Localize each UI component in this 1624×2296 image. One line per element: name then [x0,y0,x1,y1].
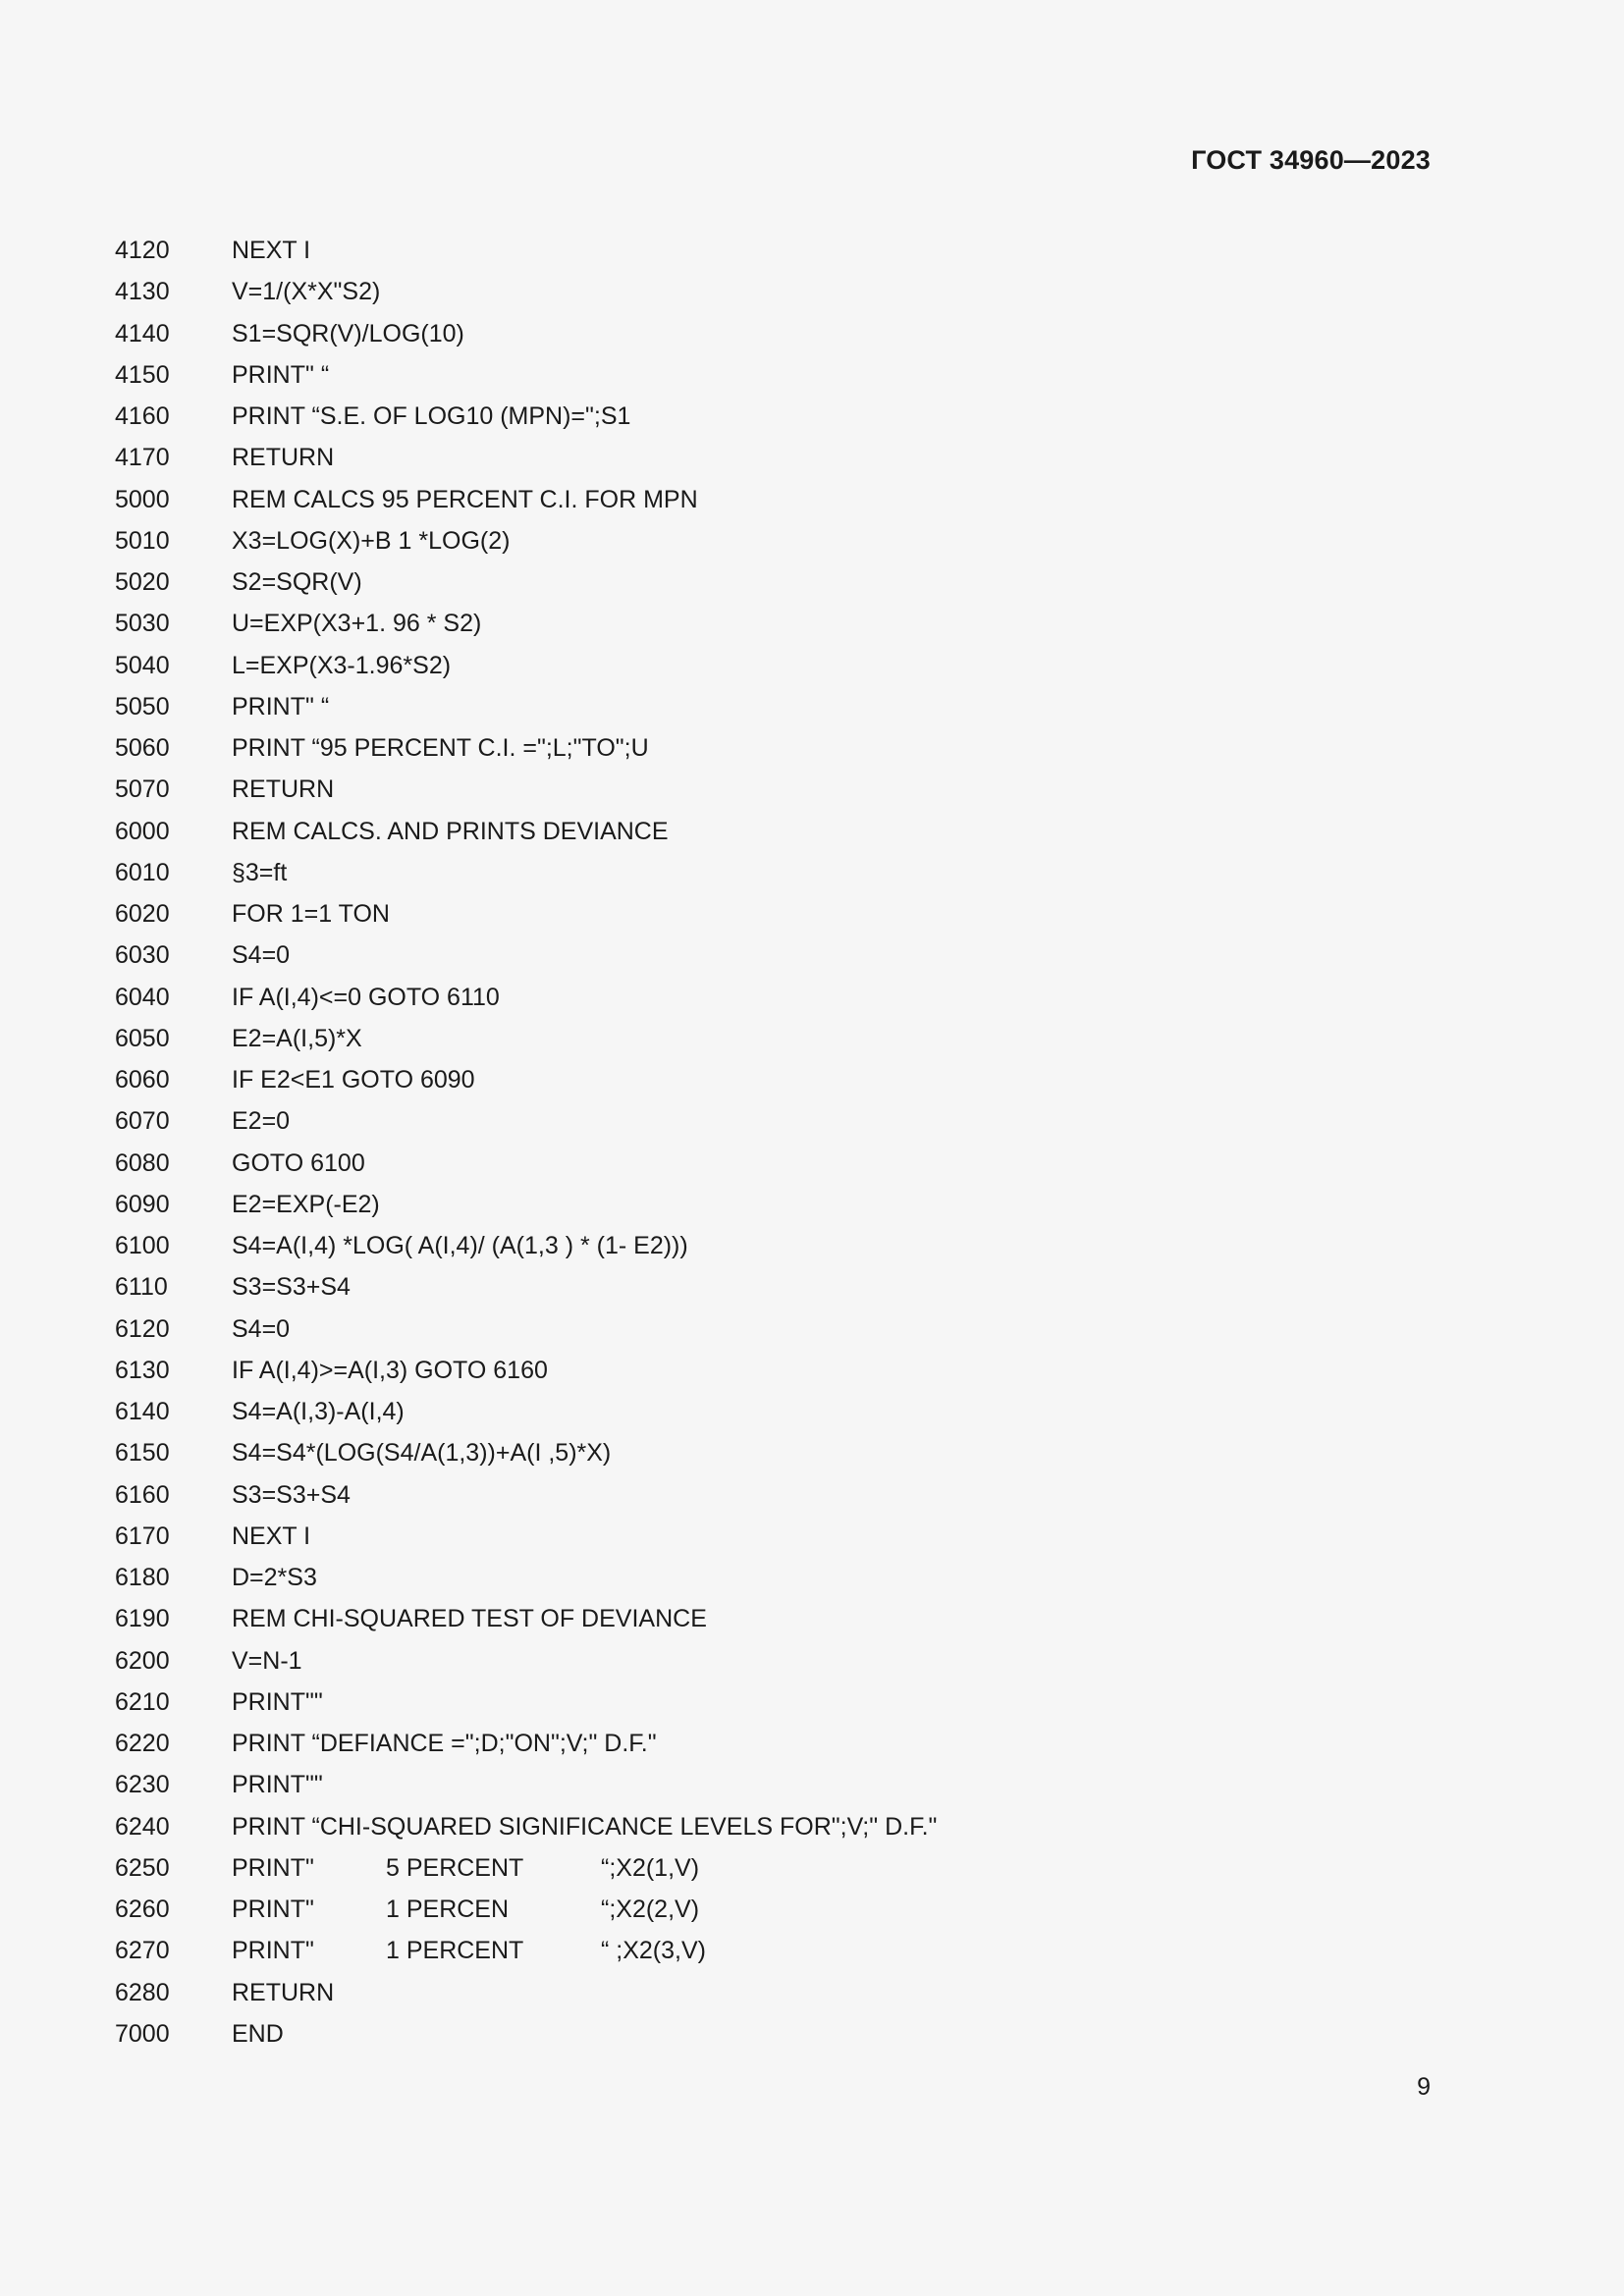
code-statement: V=1/(X*X"S2) [232,278,381,306]
line-number: 6210 [115,1687,170,1716]
code-line [115,1723,1391,1764]
line-number: 6220 [115,1730,170,1757]
code-line [115,1557,1391,1598]
code-statement: S2=SQR(V) [232,568,362,596]
code-statement: S3=S3+S4 [232,1480,351,1509]
line-number: 5000 [115,485,170,513]
code-segment: PRINT" [232,1896,314,1923]
line-number: 4170 [115,444,170,472]
code-line [115,1350,1391,1391]
code-statement: FOR 1=1 TON [232,900,390,928]
code-statement: PRINT" “ [232,360,330,389]
code-line [115,1059,1391,1100]
line-number: 6180 [115,1564,170,1591]
line-number: 5030 [115,610,170,638]
line-number: 6160 [115,1480,170,1509]
code-segment: 1 PERCEN [386,1896,510,1923]
code-statement: S3=S3+S4 [232,1273,351,1302]
code-line [115,1682,1391,1723]
code-statement: PRINT “S.E. OF LOG10 (MPN)=";S1 [232,402,631,430]
code-line [115,934,1391,976]
code-line [115,313,1391,354]
code-segment: PRINT" [232,1853,314,1882]
code-line [115,1018,1391,1059]
code-line [115,727,1391,769]
code-statement: NEXT I [232,1522,311,1550]
code-statement: PRINT “CHI-SQUARED SIGNIFICANCE LEVELS FOR";V;" D.F." [232,1812,938,1841]
document-header [1191,145,1431,176]
line-number: 4140 [115,319,170,347]
line-number: 6040 [115,983,170,1011]
code-statement: RETURN [232,775,335,804]
code-statement: S4=A(I,4) *LOG( A(I,4)/ (A(1,3 ) * (1- E2))) [232,1232,688,1259]
code-statement: S4=S4*(LOG(S4/A(1,3))+A(I ,5)*X) [232,1439,612,1468]
code-line [115,603,1391,644]
code-statement: S4=0 [232,941,291,970]
code-statement: REM CHI-SQUARED TEST OF DEVIANCE [232,1605,707,1633]
code-segment: 1 PERCENT [386,1937,524,1965]
code-statement: E2=EXP(-E2) [232,1190,380,1218]
code-line [115,811,1391,852]
line-number: 5060 [115,734,170,762]
code-line [115,893,1391,934]
code-line [115,769,1391,810]
code-statement: X3=LOG(X)+B 1 *LOG(2) [232,526,511,555]
line-number: 6150 [115,1439,170,1468]
code-line [115,1516,1391,1557]
line-number: 6030 [115,941,170,970]
code-line [115,1598,1391,1639]
code-statement: §3=ft [232,858,288,886]
code-line [115,561,1391,603]
line-number: 6020 [115,900,170,928]
code-statement: PRINT “DEFIANCE =";D;"ON";V;" D.F." [232,1730,657,1757]
code-statement: U=EXP(X3+1. 96 * S2) [232,610,482,638]
line-number: 6170 [115,1522,170,1550]
line-number: 6050 [115,1024,170,1052]
code-line [115,437,1391,478]
line-number: 6200 [115,1646,170,1675]
line-number: 6250 [115,1853,170,1882]
code-line [115,686,1391,727]
code-statement: IF E2<E1 GOTO 6090 [232,1066,475,1094]
code-statement: PRINT"" [232,1687,323,1716]
code-statement: PRINT"" [232,1771,323,1799]
line-number: 6230 [115,1771,170,1799]
code-line [115,852,1391,893]
line-number: 7000 [115,2019,170,2048]
code-statement: END [232,2019,284,2048]
code-line [115,645,1391,686]
line-number: 5010 [115,526,170,555]
code-statement: RETURN [232,1978,335,2006]
code-line [115,479,1391,520]
line-number: 6100 [115,1232,170,1259]
code-statement: PRINT “95 PERCENT C.I. =";L;"TO";U [232,734,649,762]
line-number: 4150 [115,360,170,389]
code-line [115,354,1391,396]
line-number: 6190 [115,1605,170,1633]
line-number: 5070 [115,775,170,804]
code-statement: L=EXP(X3-1.96*S2) [232,651,452,679]
line-number: 6240 [115,1812,170,1841]
code-line [115,1143,1391,1184]
code-line [115,1847,1391,1889]
code-line [115,230,1391,271]
line-number: 4130 [115,278,170,306]
code-line [115,1266,1391,1308]
line-number: 6060 [115,1066,170,1094]
code-segment: “ ;X2(3,V) [601,1937,706,1965]
code-line [115,1100,1391,1142]
code-line [115,1806,1391,1847]
code-statement: D=2*S3 [232,1564,317,1591]
code-statement: GOTO 6100 [232,1148,365,1177]
line-number: 6090 [115,1190,170,1218]
line-number: 6080 [115,1148,170,1177]
code-segment: “;X2(2,V) [601,1896,700,1923]
code-line [115,520,1391,561]
code-statement: S4=A(I,3)-A(I,4) [232,1398,405,1425]
code-line [115,1474,1391,1516]
code-line [115,2013,1391,2055]
code-statement: S4=0 [232,1314,291,1343]
line-number: 6260 [115,1896,170,1923]
code-line [115,1889,1391,1930]
code-segment: 5 PERCENT [386,1853,524,1882]
code-line [115,1308,1391,1350]
code-statement: E2=0 [232,1107,291,1136]
code-statement: NEXT I [232,237,311,264]
line-number: 4160 [115,402,170,430]
code-statement: S1=SQR(V)/LOG(10) [232,319,464,347]
code-statement: E2=A(I,5)*X [232,1024,362,1052]
code-statement: IF A(I,4)<=0 GOTO 6110 [232,983,500,1011]
line-number: 6000 [115,817,170,845]
line-number: 6130 [115,1356,170,1384]
code-segment: “;X2(1,V) [601,1853,700,1882]
line-number: 6140 [115,1398,170,1425]
code-line [115,1972,1391,2013]
code-statement: IF A(I,4)>=A(I,3) GOTO 6160 [232,1356,548,1384]
code-line [115,1225,1391,1266]
page-number: 9 [1417,2073,1431,2101]
line-number: 5020 [115,568,170,596]
line-number: 4120 [115,237,170,264]
code-statement: V=N-1 [232,1646,302,1675]
code-line [115,1184,1391,1225]
line-number: 5040 [115,651,170,679]
line-number: 5050 [115,692,170,721]
line-number: 6270 [115,1937,170,1965]
code-line [115,1640,1391,1682]
code-statement: REM CALCS 95 PERCENT C.I. FOR MPN [232,485,698,513]
code-line [115,1432,1391,1473]
standard-title: ГОСТ 34960—2023 [1191,145,1431,175]
code-listing [115,230,1391,2055]
code-line [115,271,1391,312]
code-statement: PRINT" “ [232,692,330,721]
line-number: 6110 [115,1273,168,1302]
code-line [115,1391,1391,1432]
code-line [115,977,1391,1018]
line-number: 6280 [115,1978,170,2006]
code-line [115,1764,1391,1805]
line-number: 6120 [115,1314,170,1343]
code-line [115,1930,1391,1971]
code-line [115,396,1391,437]
code-statement: REM CALCS. AND PRINTS DEVIANCE [232,817,669,845]
code-segment: PRINT" [232,1937,314,1965]
code-statement: RETURN [232,444,335,472]
line-number: 6010 [115,858,170,886]
line-number: 6070 [115,1107,170,1136]
